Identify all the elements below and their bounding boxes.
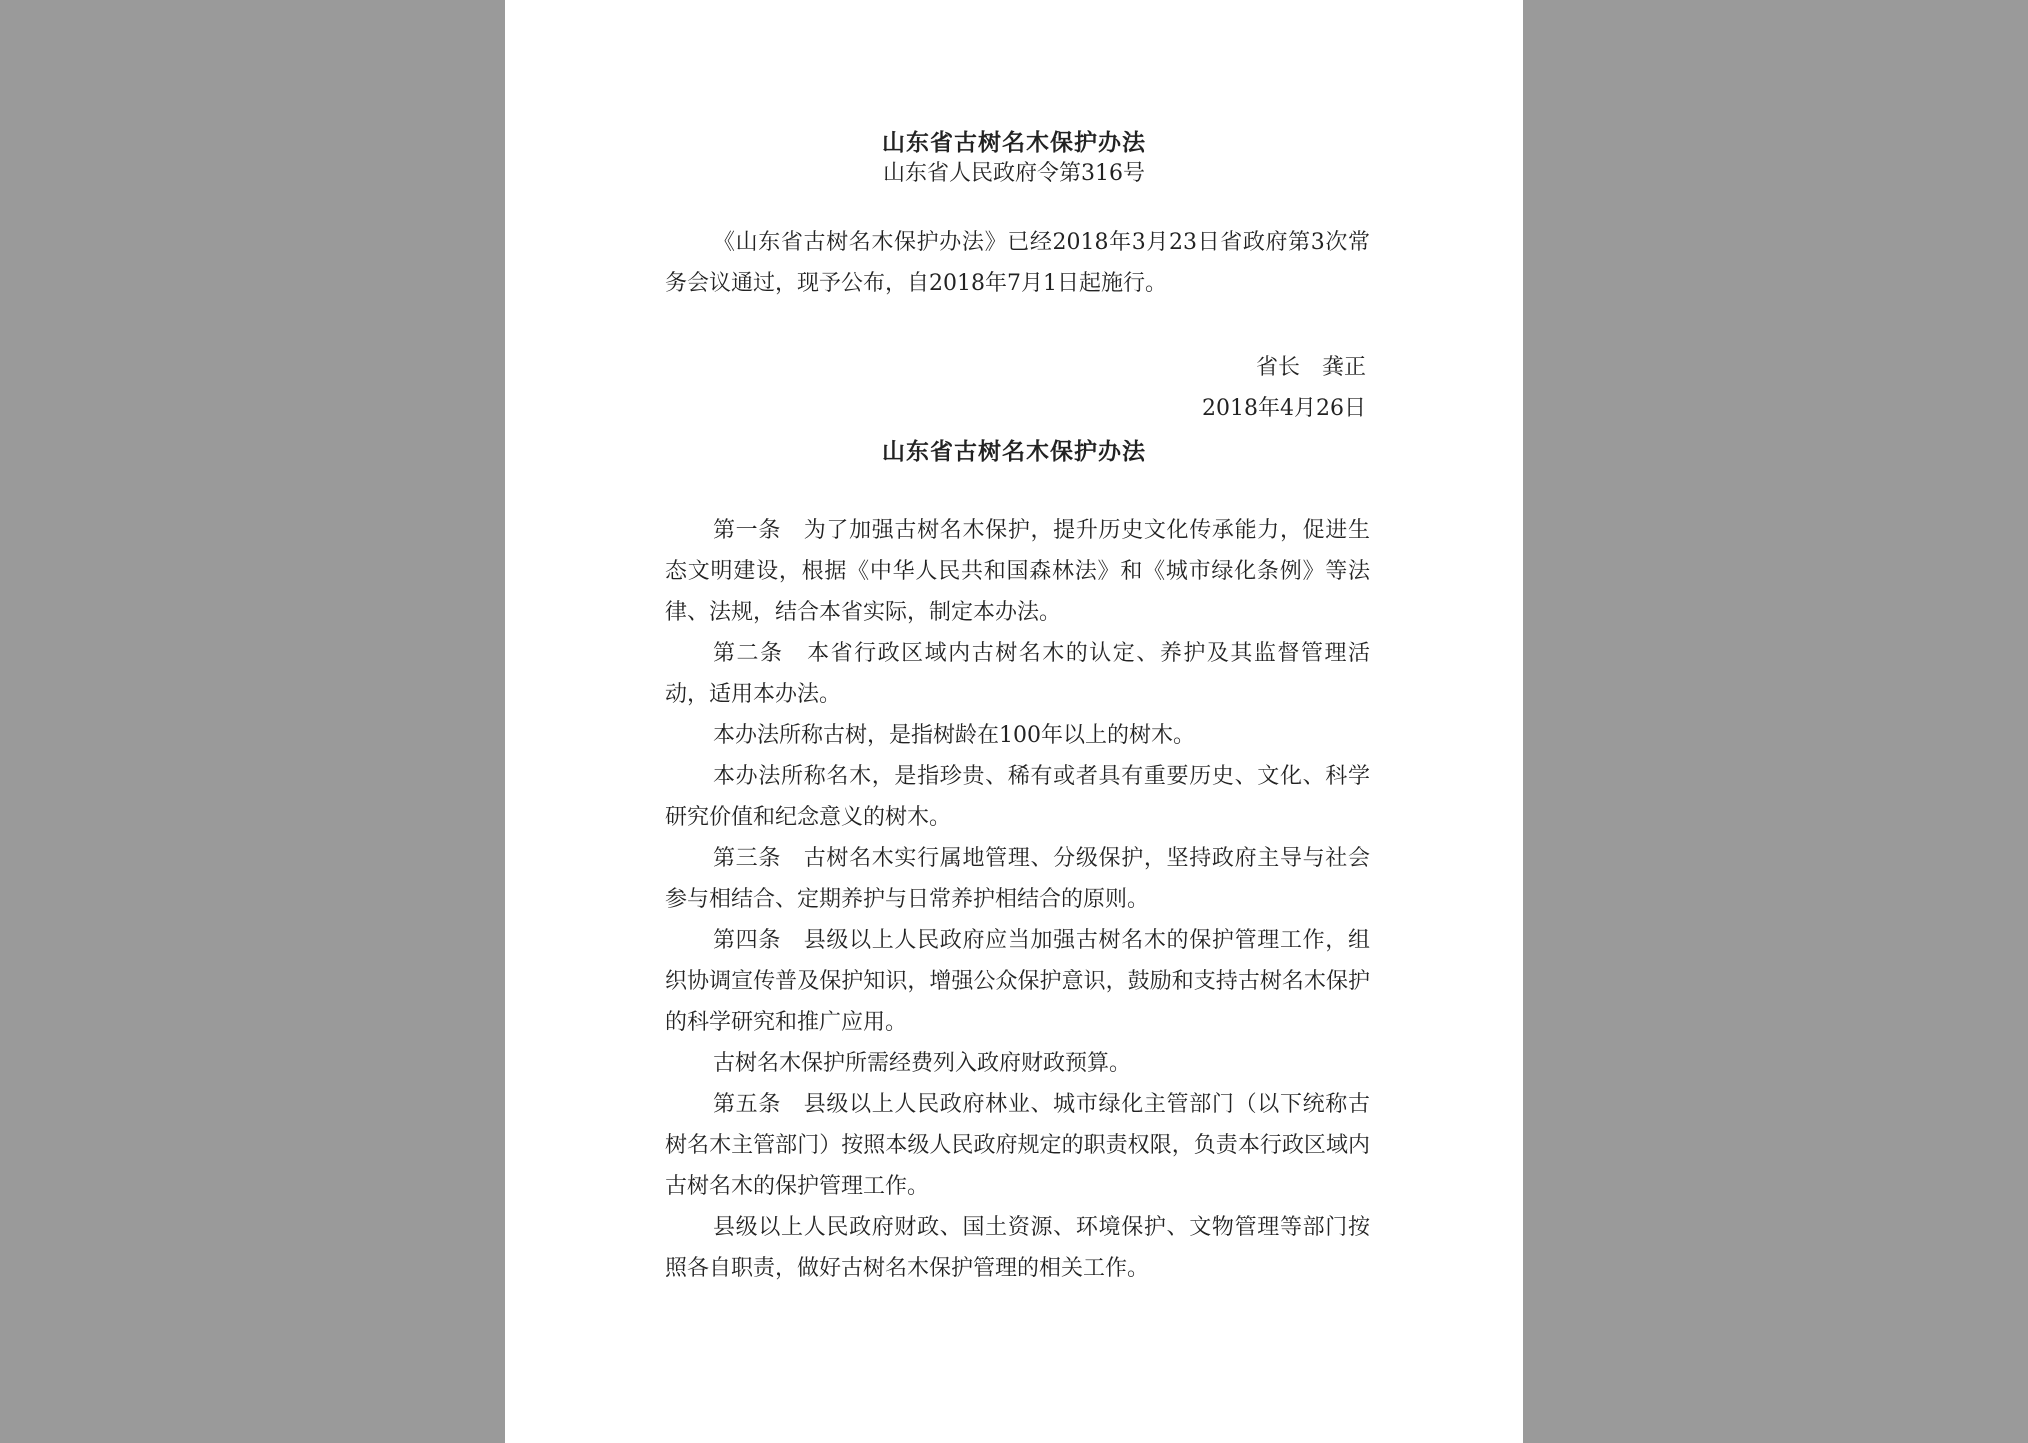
article-2-famous-tree-definition: 本办法所称名木，是指珍贵、稀有或者具有重要历史、文化、科学研究价值和纪念意义的树木。 (665, 764, 1370, 830)
regulation-title: 山东省古树名木保护办法 (882, 438, 1146, 465)
article-5: 第五条 县级以上人民政府林业、城市绿化主管部门（以下统称古树名木主管部门）按照本级人民政府规定的职责权限，负责本行政区域内古树名木的保护管理工作。 (665, 1092, 1370, 1199)
intro-paragraph: 《山东省古树名木保护办法》已经2018年3月23日省政府第3次常务会议通过，现予公布，自2018年7月1日起施行。 (665, 230, 1370, 296)
article-3: 第三条 古树名木实行属地管理、分级保护，坚持政府主导与社会参与相结合、定期养护与日常养护相结合的原则。 (665, 846, 1370, 912)
signer: 省长 龚正 (1255, 355, 1366, 380)
article-2: 第二条 本省行政区域内古树名木的认定、养护及其监督管理活动，适用本办法。 (665, 641, 1370, 707)
document-page (505, 0, 1523, 1443)
article-1: 第一条 为了加强古树名木保护，提升历史文化传承能力，促进生态文明建设，根据《中华人民共和国森林法》和《城市绿化条例》等法律、法规，结合本省实际，制定本办法。 (665, 518, 1370, 625)
article-4-funding: 古树名木保护所需经费列入政府财政预算。 (713, 1051, 1132, 1076)
article-4: 第四条 县级以上人民政府应当加强古树名木的保护管理工作，组织协调宣传普及保护知识，增强公众保护意识，鼓励和支持古树名木保护的科学研究和推广应用。 (665, 928, 1370, 1035)
sign-date: 2018年4月26日 (1202, 396, 1366, 421)
article-2-ancient-tree-definition: 本办法所称古树，是指树龄在100年以上的树木。 (713, 723, 1195, 748)
article-5-related-departments: 县级以上人民政府财政、国土资源、环境保护、文物管理等部门按照各自职责，做好古树名木保护管理的相关工作。 (665, 1215, 1370, 1281)
order-number: 山东省人民政府令第316号 (883, 161, 1145, 186)
document-title: 山东省古树名木保护办法 (882, 129, 1146, 156)
